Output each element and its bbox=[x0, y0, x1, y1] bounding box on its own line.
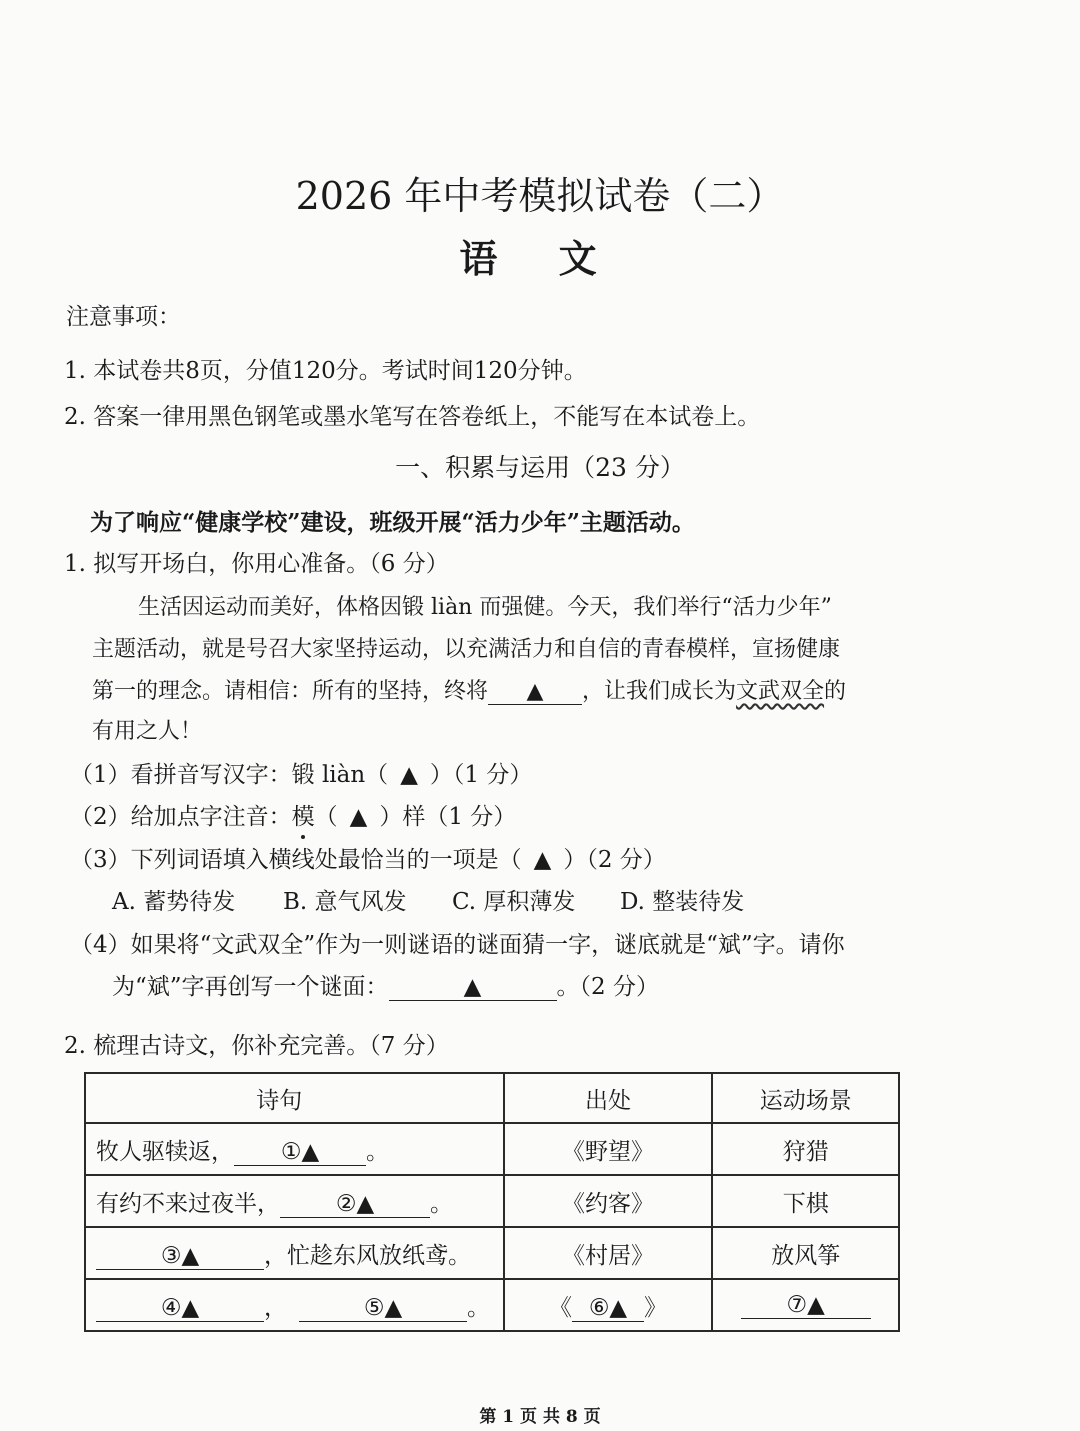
section-intro: 为了响应“健康学校”建设，班级开展“活力少年”主题活动。 bbox=[90, 509, 695, 536]
scene-cell: 放风筝 bbox=[712, 1227, 899, 1279]
table-row bbox=[85, 1175, 899, 1227]
page-footer: 第 1 页 共 8 页 bbox=[479, 1407, 601, 1427]
poem-line-cell bbox=[85, 1279, 504, 1331]
answer-blank: ④▲ bbox=[96, 1295, 264, 1322]
sub-question-4: （4）如果将“文武双全”作为一则谜语的谜面猜一字，谜底就是“斌”字。请你 bbox=[70, 932, 845, 958]
source-cell: 《村居》 bbox=[504, 1227, 713, 1279]
choice-option-a: A. 蓄势待发 bbox=[112, 889, 236, 915]
answer-blank: ③▲ bbox=[96, 1243, 264, 1270]
sub-question-text: （3）下列词语填入横线处最恰当的一项是（ bbox=[70, 847, 522, 873]
source-cell: 《约客》 bbox=[504, 1175, 713, 1227]
passage-text: 的 bbox=[824, 679, 847, 704]
source-cell: 《野望》 bbox=[504, 1123, 713, 1175]
column-header: 出处 bbox=[504, 1073, 713, 1123]
sub-question-text: （1）看拼音写汉字：锻 liàn（ bbox=[70, 762, 389, 788]
answer-blank: ⑥▲ bbox=[572, 1295, 644, 1322]
passage-line: 有用之人！ bbox=[92, 719, 203, 744]
poem-text: ， bbox=[264, 1294, 287, 1321]
sub-question-2 bbox=[70, 798, 516, 831]
table-row bbox=[85, 1123, 899, 1175]
poem-line-cell bbox=[85, 1123, 504, 1175]
sub-question-text: ）（1 分） bbox=[429, 762, 533, 788]
question-1-stem: 1. 拟写开场白，你用心准备。（6 分） bbox=[64, 551, 449, 577]
subject-title: 语 文 bbox=[459, 236, 621, 281]
passage-line bbox=[92, 674, 846, 705]
column-header: 诗句 bbox=[85, 1073, 504, 1123]
scene-cell: 下棋 bbox=[712, 1175, 899, 1227]
passage-line: 生活因运动而美好，体格因锻 liàn 而强健。今天，我们举行“活力少年” bbox=[138, 595, 832, 620]
answer-mark: ▲ bbox=[533, 847, 552, 873]
sub-question-text: 为“斌”字再创写一个谜面： bbox=[112, 974, 389, 1000]
answer-blank: ▲ bbox=[389, 974, 557, 1001]
table-header-row bbox=[85, 1073, 899, 1123]
sub-question-text: ）样（1 分） bbox=[379, 804, 517, 830]
table-row bbox=[85, 1227, 899, 1279]
poem-line-cell bbox=[85, 1175, 504, 1227]
poem-text: 牧人驱犊返， bbox=[96, 1138, 234, 1165]
sub-question-4-line2 bbox=[112, 968, 659, 1001]
scene-cell: 狩猎 bbox=[712, 1123, 899, 1175]
answer-blank: ②▲ bbox=[280, 1191, 430, 1218]
column-header: 运动场景 bbox=[712, 1073, 899, 1123]
answer-mark: ▲ bbox=[400, 762, 418, 788]
table-row bbox=[85, 1279, 899, 1331]
answer-blank: ⑦▲ bbox=[741, 1292, 871, 1319]
answer-blank: ▲ bbox=[488, 679, 582, 705]
choice-option-d: D. 整装待发 bbox=[620, 889, 745, 915]
choice-option-c: C. 厚积薄发 bbox=[452, 889, 576, 915]
passage-text: ，让我们成长为 bbox=[582, 679, 737, 704]
dotted-character: 模 bbox=[292, 798, 315, 831]
notes-heading: 注意事项： bbox=[66, 304, 181, 330]
sub-question-text: 。（2 分） bbox=[556, 974, 659, 1000]
poem-text: ，忙趁东风放纸鸢。 bbox=[264, 1242, 471, 1269]
sub-question-text: （2）给加点字注音： bbox=[70, 804, 292, 830]
answer-mark: ▲ bbox=[349, 804, 368, 830]
poem-text: 有约不来过夜半， bbox=[96, 1190, 280, 1217]
source-text: 》 bbox=[643, 1294, 667, 1321]
section-heading: 一、积累与运用（23 分） bbox=[395, 453, 685, 482]
source-text: 《 bbox=[548, 1294, 572, 1321]
wavy-underlined-phrase: 文武双全 bbox=[736, 679, 825, 704]
exam-title: 2026 年中考模拟试卷（二） bbox=[295, 174, 785, 218]
sub-question-1 bbox=[70, 756, 532, 789]
sub-question-text: ）（2 分） bbox=[563, 847, 666, 873]
poem-text: 。 bbox=[430, 1190, 453, 1217]
notes-item: 2. 答案一律用黑色钢笔或墨水笔写在答卷纸上，不能写在本试卷上。 bbox=[64, 404, 761, 430]
passage-line: 主题活动，就是号召大家坚持运动，以充满活力和自信的青春模样，宣扬健康 bbox=[92, 637, 841, 662]
poem-text: 。 bbox=[467, 1294, 490, 1321]
poem-table bbox=[84, 1072, 900, 1332]
poem-text: 。 bbox=[366, 1138, 389, 1165]
poem-line-cell bbox=[85, 1227, 504, 1279]
source-cell bbox=[504, 1279, 713, 1331]
notes-item: 1. 本试卷共8页，分值120分。考试时间120分钟。 bbox=[64, 358, 587, 384]
sub-question-3 bbox=[70, 841, 666, 874]
sub-question-text: （ bbox=[314, 804, 338, 830]
choice-option-b: B. 意气风发 bbox=[283, 889, 407, 915]
answer-blank: ⑤▲ bbox=[299, 1295, 467, 1322]
question-2-stem: 2. 梳理古诗文，你补充完善。（7 分） bbox=[64, 1033, 449, 1059]
scene-cell bbox=[712, 1279, 899, 1331]
passage-text: 第一的理念。请相信：所有的坚持，终将 bbox=[92, 679, 489, 704]
answer-blank: ①▲ bbox=[234, 1139, 366, 1166]
